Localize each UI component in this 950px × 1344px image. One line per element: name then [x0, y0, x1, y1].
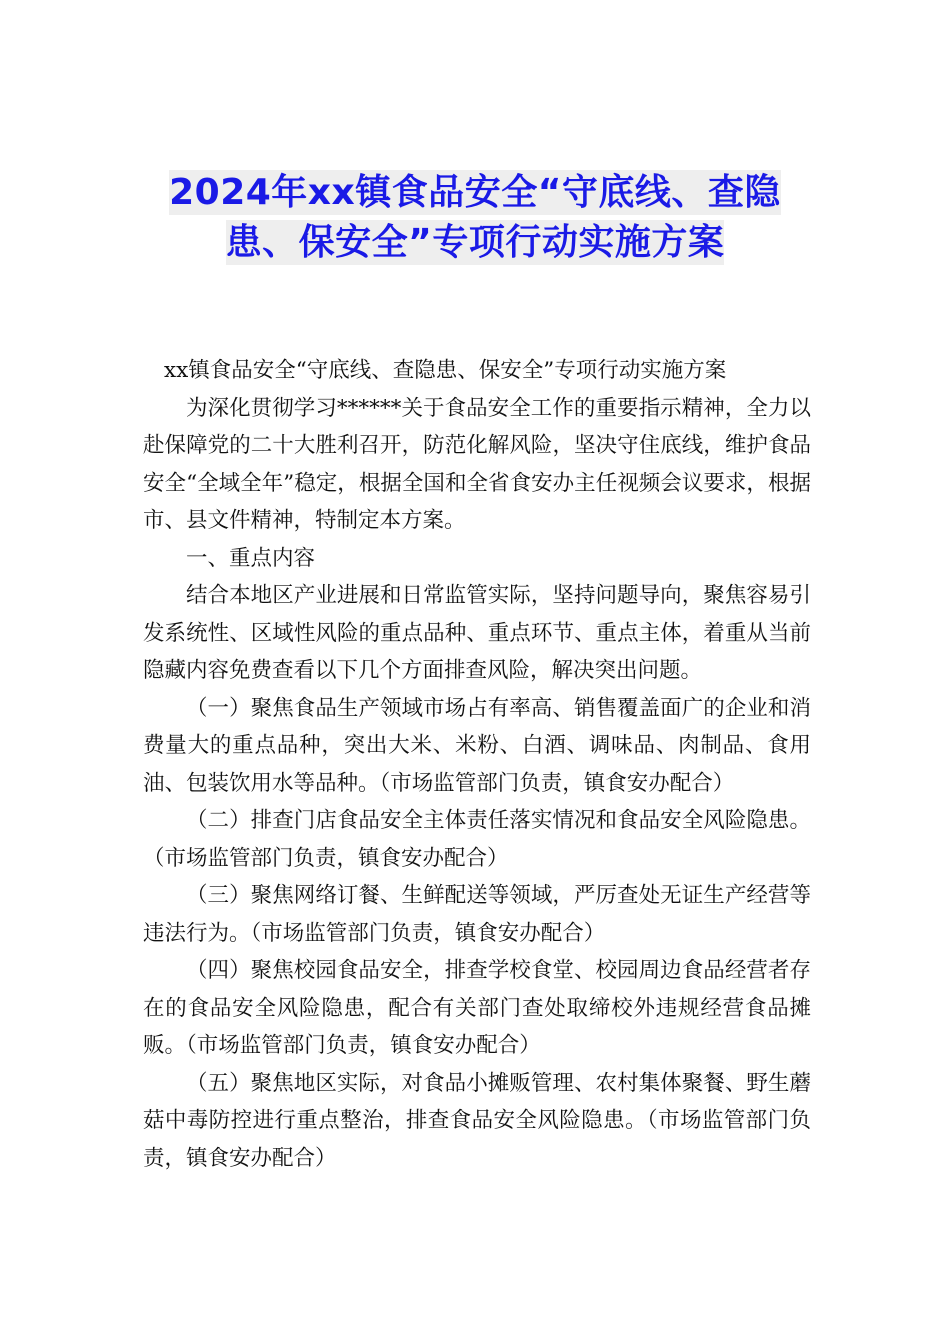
title-line-2: 患、保安全”专项行动实施方案	[225, 222, 725, 263]
item-paragraph-4: （四）聚焦校园食品安全，排查学校食堂、校园周边食品经营者存在的食品安全风险隐患，配合有关部门查处取缔校外违规经营食品摊贩。（市场监管部门负责，镇食安办配合）	[143, 958, 811, 1058]
item-paragraph-3: （三）聚焦网络订餐、生鲜配送等领域，严厉查处无证生产经营等违法行为。（市场监管部门负责，镇食安办配合）	[143, 883, 811, 946]
document-body	[143, 352, 811, 1177]
title-line-1: 2024年xx镇食品安全“守底线、查隐	[169, 172, 781, 213]
item-paragraph-5: （五）聚焦地区实际，对食品小摊贩管理、农村集体聚餐、野生蘑菇中毒防控进行重点整治，排查食品安全风险隐患。（市场监管部门负责，镇食安办配合）	[143, 1070, 811, 1171]
document-title	[150, 168, 800, 268]
item-paragraph-2: （二）排查门店食品安全主体责任落实情况和食品安全风险隐患。（市场监管部门负责，镇食安办配合）	[143, 808, 811, 871]
section-heading: 一、重点内容	[186, 545, 316, 571]
document-subtitle: xx镇食品安全“守底线、查隐患、保安全”专项行动实施方案	[164, 358, 727, 383]
intro-paragraph: 为深化贯彻学习******关于食品安全工作的重要指示精神，全力以赴保障党的二十大胜利召开，防范化解风险，坚决守住底线，维护食品安全“全域全年”稳定，根据全国和全省食安办主任视频会议要求，根据市、县文件精神，特制定本方案。	[143, 395, 811, 533]
section-paragraph: 结合本地区产业进展和日常监管实际，坚持问题导向，聚焦容易引发系统性、区域性风险的重点品种、重点环节、重点主体，着重从当前隐藏内容免费查看以下几个方面排查风险，解决突出问题。	[143, 583, 811, 683]
item-paragraph-1: （一）聚焦食品生产领域市场占有率高、销售覆盖面广的企业和消费量大的重点品种，突出大米、米粉、白酒、调味品、肉制品、食用油、包装饮用水等品种。（市场监管部门负责，镇食安办配合）	[143, 695, 811, 796]
